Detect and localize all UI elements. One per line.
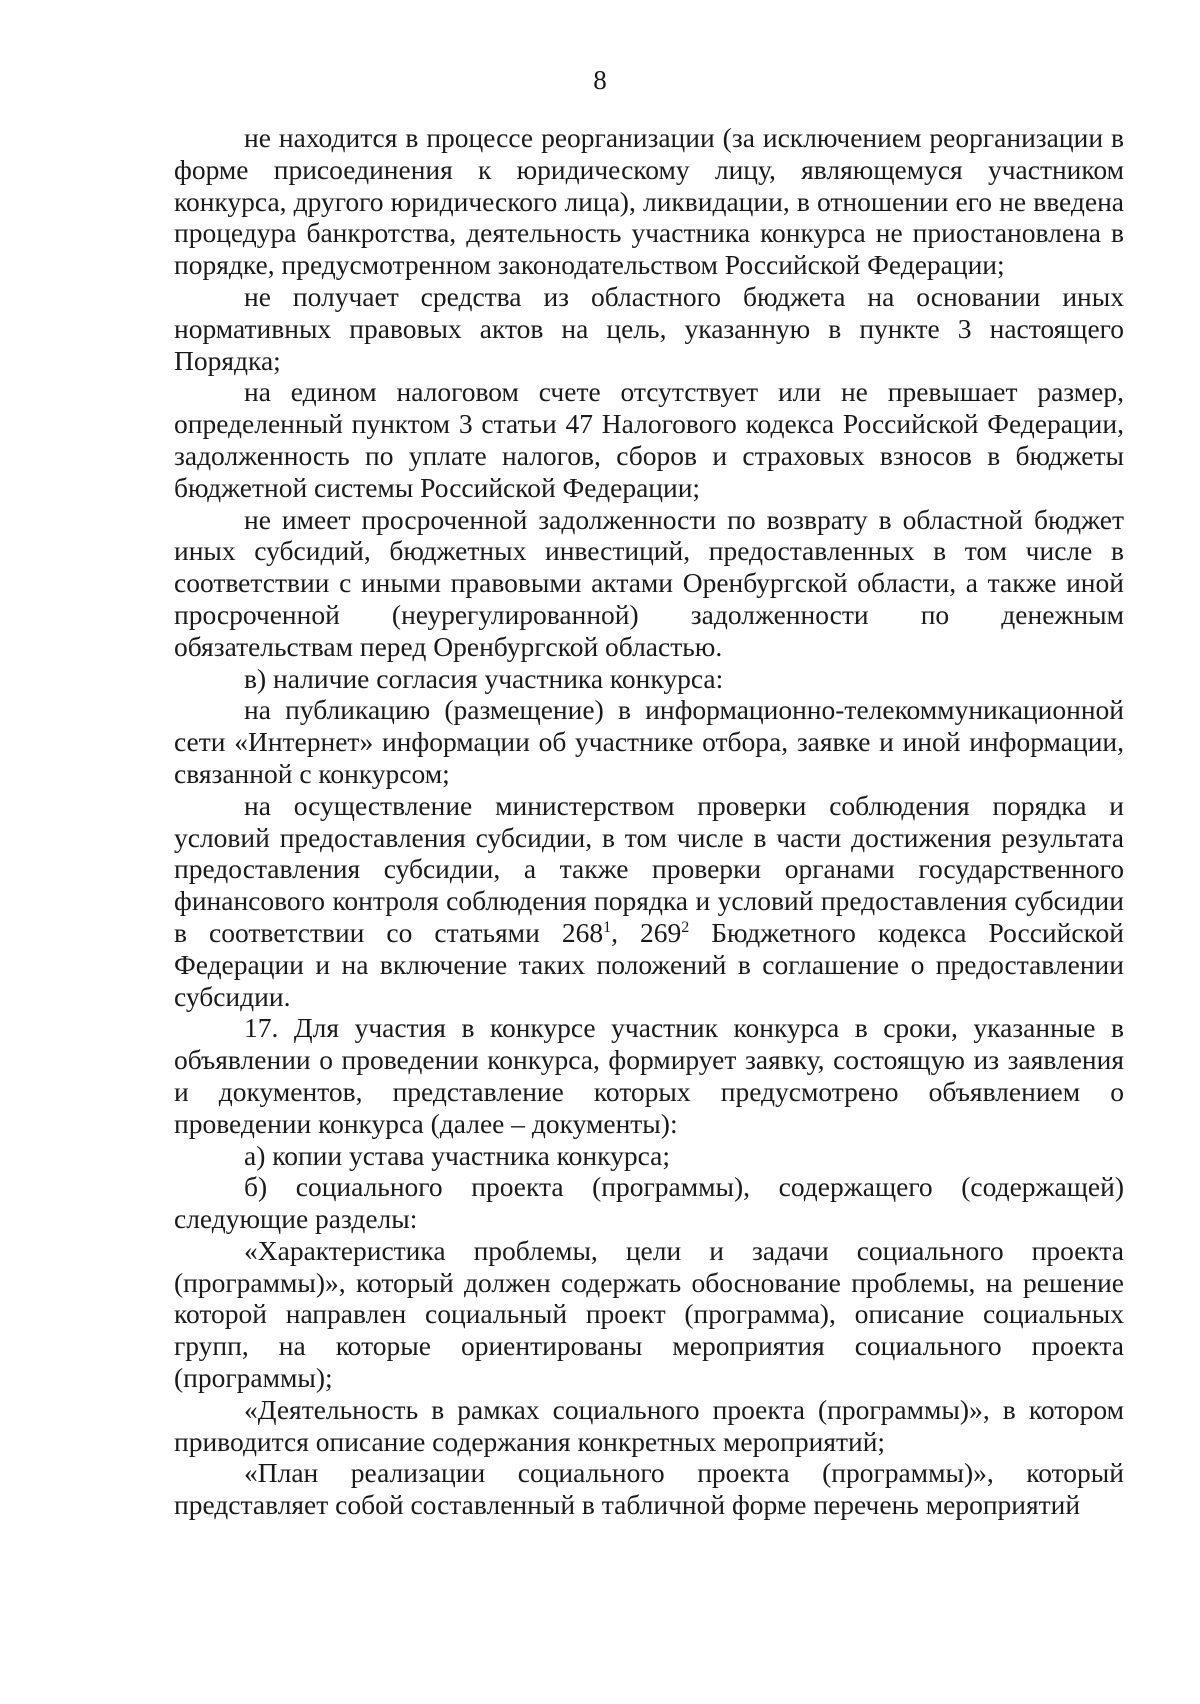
paragraph-inspection-consent (174, 790, 1124, 1013)
paragraph-budget-funds: не получает средства из областного бюджета на основании иных нормативных правовых актов на цель, указанную в пункте 3 настоящего Порядка; (174, 280, 1124, 376)
paragraph-item-b: б) социального проекта (программы), содержащего (содержащей) следующие разделы: (174, 1171, 1124, 1235)
document-body (174, 122, 1124, 1521)
paragraph-section-plan: «План реализации социального проекта (программы)», который представляет собой составленный в табличной форме перечень мероприятий (174, 1457, 1124, 1521)
paragraph-publication-consent: на публикацию (размещение) в информационно-телекоммуникационной сети «Интернет» информации об участнике отбора, заявке и иной информации, связанной с конкурсом; (174, 694, 1124, 789)
paragraph-item-a: а) копии устава участника конкурса; (244, 1139, 670, 1171)
page-number: 8 (593, 65, 607, 95)
inspection-text-middle: , 269 (611, 916, 682, 948)
paragraph-tax-account: на едином налоговом счете отсутствует или не превышает размер, определенный пунктом 3 статьи 47 Налогового кодекса Российской Федерации, задолженность по уплате налогов, сборов и страховых взносов в бюджеты бюджетной системы Российской Федерации; (174, 376, 1124, 503)
paragraph-overdue-debt: не имеет просроченной задолженности по возврату в областной бюджет иных субсидий, бюджетных инвестиций, предоставленных в том числе в соответствии с иными правовыми актами Оренбургской области, а также иной просроченной (неурегулированной) задолженности по денежным обязательствам перед Оренбургской областью. (174, 503, 1124, 662)
paragraph-reorganization: не находится в процессе реорганизации (за исключением реорганизации в форме присоединения к юридическому лицу, являющемуся участником конкурса, другого юридического лица), ликвидации, в отношении его не введена процедура банкротства, деятельность участника конкурса не приостановлена в порядке, предусмотренном законодательством Российской Федерации; (174, 122, 1124, 281)
paragraph-section-characteristics: «Характеристика проблемы, цели и задачи социального проекта (программы)», который должен содержать обоснование проблемы, на решение которой направлен социальный проект (программа), описание социальных групп, на которые ориентированы мероприятия социального проекта (программы); (174, 1234, 1124, 1394)
inspection-text-before: на осуществление министерством проверки соблюдения порядка и условий предоставления субсидии, в том числе в части достижения результата предоставления субсидии, а также проверки органами государственного финансового контроля соблюдения порядка и условий предоставления субсидии в соответствии со статьями 268 (174, 789, 1124, 948)
footnote-sup-1: 1 (603, 918, 612, 936)
footnote-sup-2: 2 (681, 918, 690, 936)
paragraph-section-activity: «Деятельность в рамках социального проекта (программы)», в котором приводится описание содержания конкретных мероприятий; (174, 1393, 1124, 1457)
paragraph-item-17: 17. Для участия в конкурсе участник конкурса в сроки, указанные в объявлении о проведении конкурса, формирует заявку, состоящую из заявления и документов, представление которых предусмотрено объявлением о проведении конкурса (далее – документы): (174, 1012, 1124, 1139)
inspection-text-after: Бюджетного кодекса Российской Федерации и на включение таких положений в соглашение о предоставлении субсидии. (174, 916, 1124, 1012)
paragraph-consent-heading: в) наличие согласия участника конкурса: (244, 662, 724, 694)
